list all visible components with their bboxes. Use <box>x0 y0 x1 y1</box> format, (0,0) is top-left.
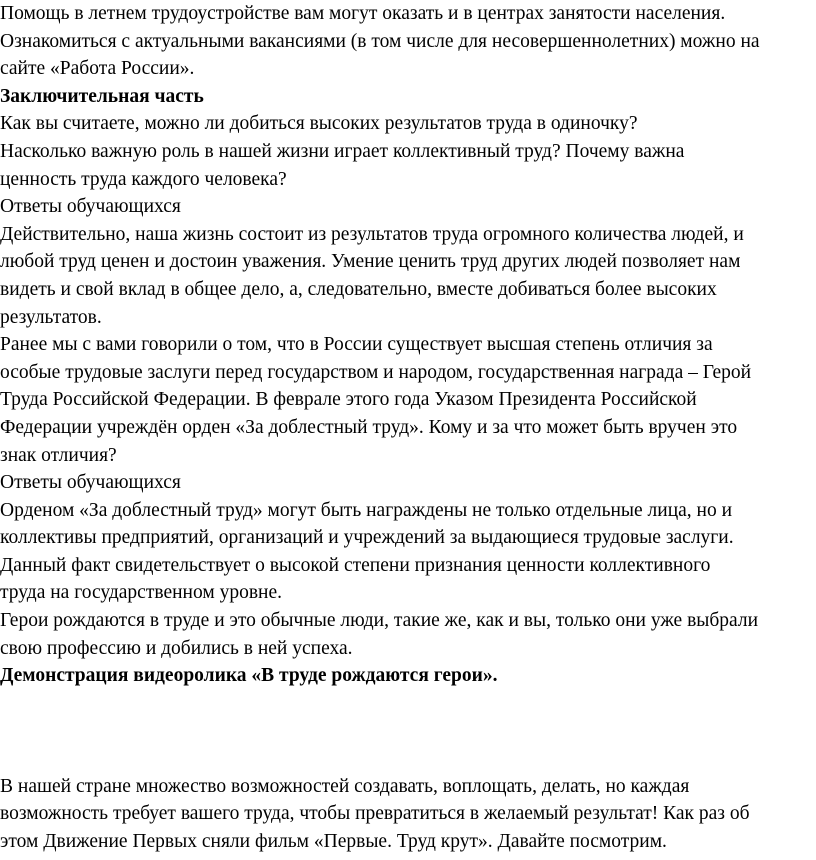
text-line: особые трудовые заслуги перед государством и народом, государственная награда – Герой <box>0 361 752 383</box>
answers-label: Ответы обучающихся <box>0 196 181 218</box>
blank-line <box>0 717 816 745</box>
text-line: Труда Российской Федерации. В феврале этого года Указом Президента Российской <box>0 389 697 411</box>
text-line: Действительно, наша жизнь состоит из результатов труда огромного количества людей, и <box>0 223 744 245</box>
paragraph-order <box>0 331 816 469</box>
paragraph-heroes <box>0 607 816 662</box>
text-line: Орденом «За доблестный труд» могут быть награждены не только отдельные лица, но и <box>0 499 733 521</box>
text-line: результатов. <box>0 306 102 328</box>
paragraph-intro <box>0 0 816 83</box>
text-line: Помощь в летнем трудоустройстве вам могут оказать и в центрах занятости населения. <box>0 3 726 24</box>
text-line: труда на государственном уровне. <box>0 582 282 604</box>
answers-label: Ответы обучающихся <box>0 472 181 494</box>
paragraph-answer-2 <box>0 497 816 607</box>
paragraph-closing <box>0 773 816 856</box>
blank-line <box>0 690 816 718</box>
text-line: сайте «Работа России». <box>0 58 195 80</box>
text-line: видеть и свой вклад в общее дело, а, следовательно, вместе добиваться более высоких <box>0 278 717 300</box>
text-line: Федерации учреждён орден «За доблестный труд». Кому и за что может быть вручен это <box>0 416 738 438</box>
text-line: Ранее мы с вами говорили о том, что в России существует высшая степень отличия за <box>0 334 713 356</box>
section-heading-video: Демонстрация видеоролика «В труде рождаются герои». <box>0 665 498 687</box>
text-line: В нашей стране множество возможностей создавать, воплощать, делать, но каждая <box>0 775 690 797</box>
paragraph-answer-1 <box>0 221 816 331</box>
blank-line <box>0 745 816 773</box>
section-heading-final: Заключительная часть <box>0 85 204 107</box>
text-line: коллективы предприятий, организаций и учреждений за выдающиеся трудовые заслуги. <box>0 527 734 549</box>
text-line: любой труд ценен и достоин уважения. Умение ценить труд других людей позволяет нам <box>0 251 741 273</box>
text-line: Как вы считаете, можно ли добиться высоких результатов труда в одиночку? <box>0 113 638 135</box>
text-line: ценность труда каждого человека? <box>0 168 287 190</box>
text-line: возможность требует вашего труда, чтобы превратиться в желаемый результат! Как раз об <box>0 803 750 825</box>
text-line: знак отличия? <box>0 444 117 466</box>
text-line: Данный факт свидетельствует о высокой степени признания ценности коллективного <box>0 554 711 576</box>
text-line: Насколько важную роль в нашей жизни играет коллективный труд? Почему важна <box>0 140 685 162</box>
text-line: Ознакомиться с актуальными вакансиями (в том числе для несовершеннолетних) можно на <box>0 30 760 52</box>
paragraph-questions <box>0 110 816 193</box>
text-line: этом Движение Первых сняли фильм «Первые. Труд крут». Давайте посмотрим. <box>0 830 667 852</box>
text-line: свою профессию и добились в ней успеха. <box>0 637 353 659</box>
text-line: Герои рождаются в труде и это обычные люди, такие же, как и вы, только они уже выбрали <box>0 610 759 632</box>
